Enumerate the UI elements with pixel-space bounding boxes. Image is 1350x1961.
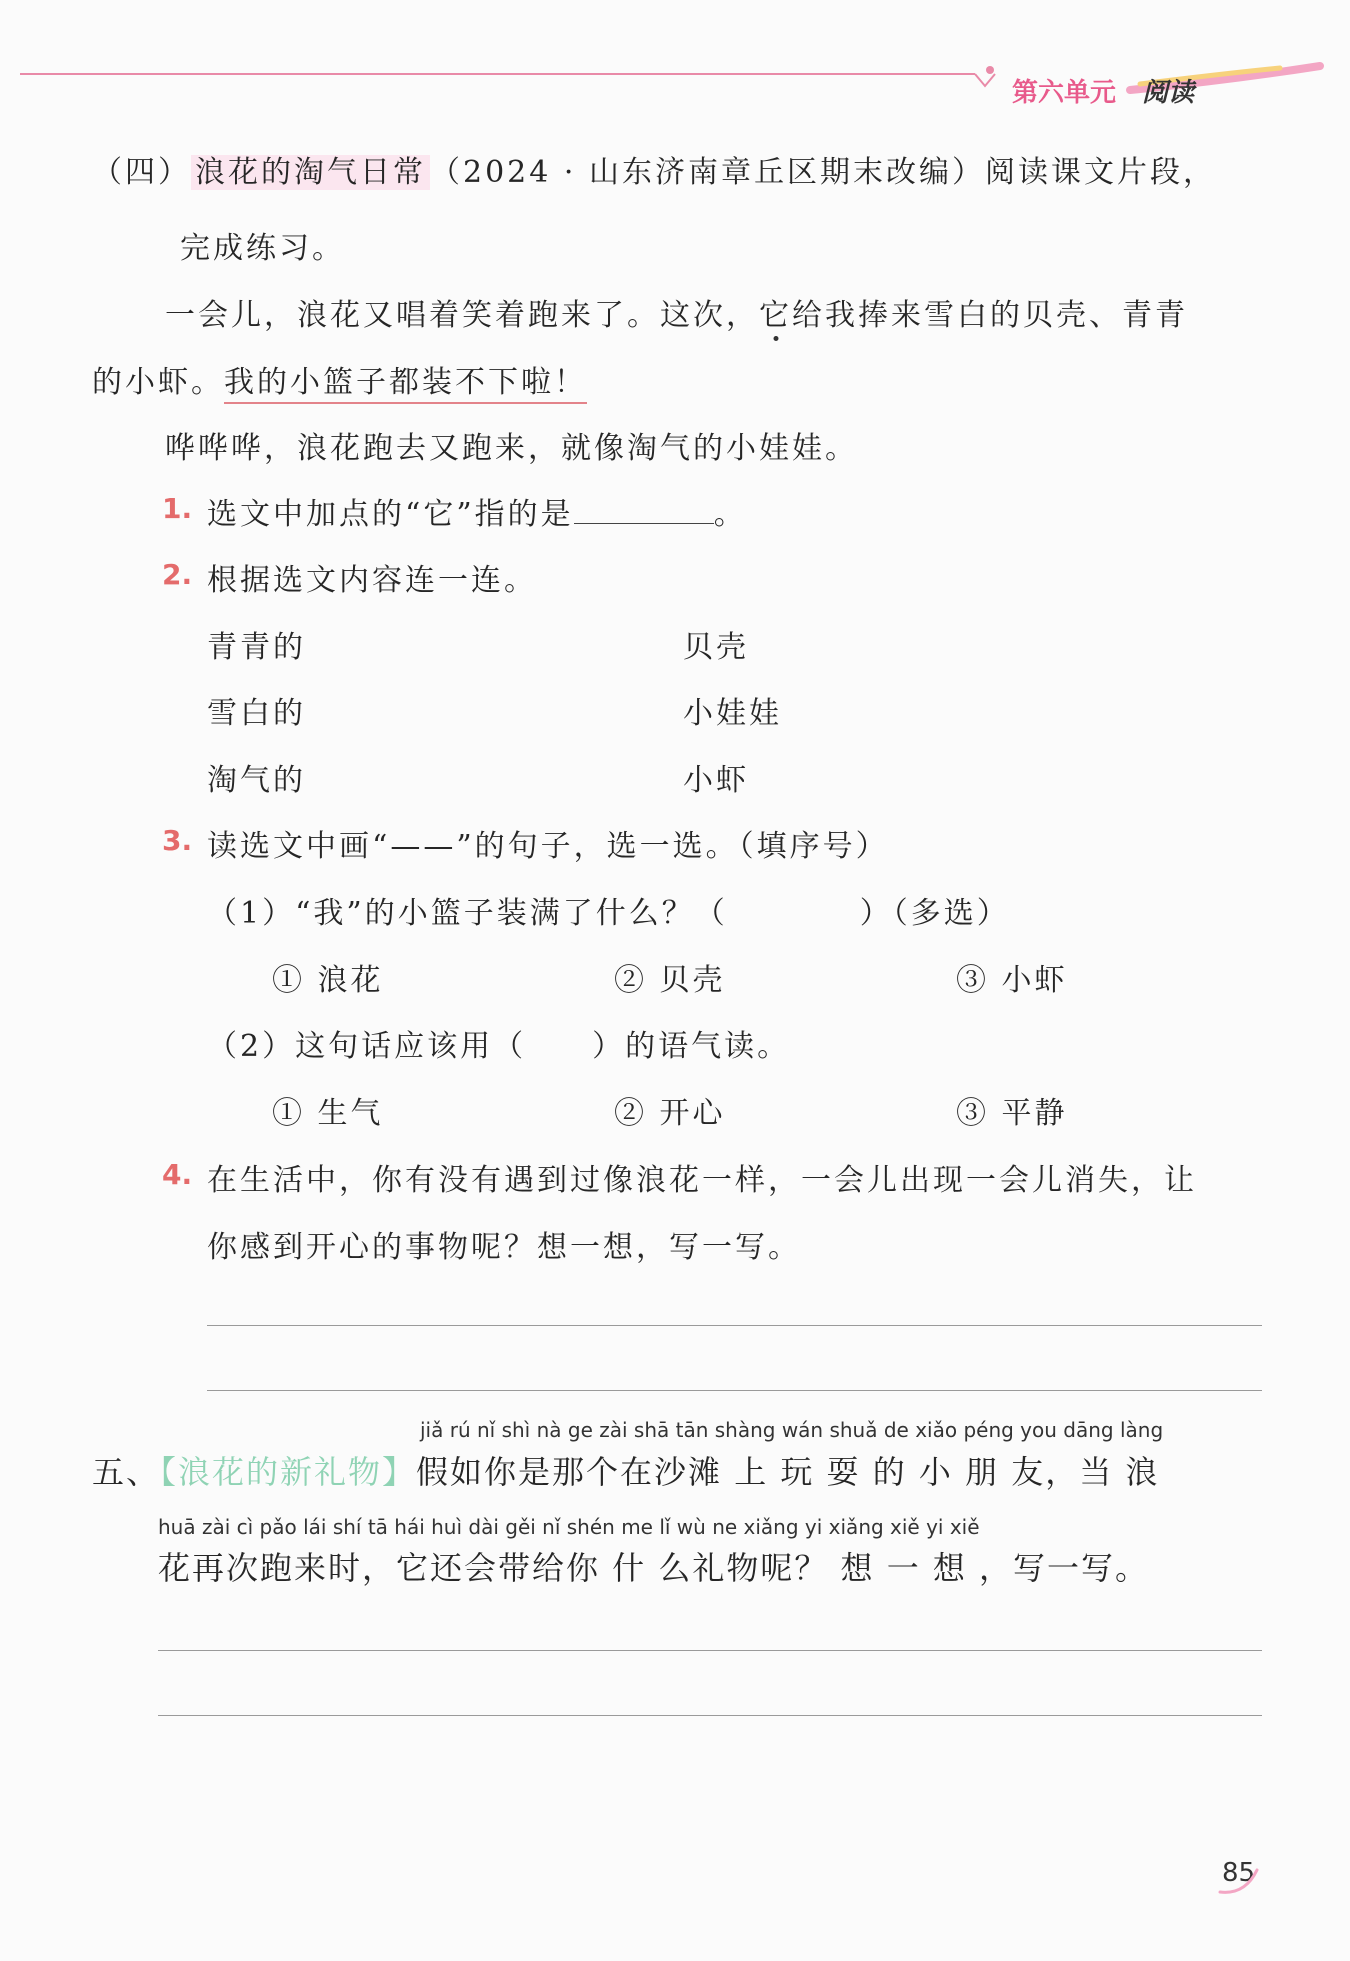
part5-answer-line-1[interactable] — [158, 1650, 1262, 1651]
q4-number: 4. — [162, 1158, 193, 1191]
q1-prompt: 选文中加点的“它”指的是 — [207, 497, 574, 532]
page-number: 85 — [1222, 1858, 1256, 1888]
passage-line-1 — [165, 290, 1188, 334]
q3-sub2-option-3[interactable]: ③ 平静 — [956, 1096, 1068, 1131]
part5-tag: 【浪花的新礼物】 — [160, 1453, 417, 1491]
part5-answer-line-2[interactable] — [158, 1715, 1262, 1716]
q3-sub1-option-1[interactable]: ① 浪花 — [272, 963, 384, 998]
part4-label: （四） — [92, 155, 191, 190]
q3-sub2-option-1[interactable]: ① 生气 — [272, 1096, 384, 1131]
q2-number: 2. — [162, 558, 193, 591]
passage-text: 一会儿，浪花又唱着笑着跑来了。这次， — [165, 298, 759, 333]
part5-pinyin-1: jiǎ rú nǐ shì nà ge zài shā tān shàng wán shuǎ de xiǎo péng you dāng làng — [420, 1418, 1164, 1442]
dotted-character: 它 — [759, 298, 792, 333]
q3-number: 3. — [162, 824, 193, 857]
part5-text-1: 假如你是那个在沙滩 上 玩 耍 的 小 朋 友，当 浪 — [416, 1453, 1160, 1491]
q3-sub2-option-2[interactable]: ② 开心 — [614, 1096, 726, 1131]
q1-answer-blank[interactable] — [574, 497, 714, 524]
q3-sub1-option-3[interactable]: ③ 小虾 — [956, 963, 1068, 998]
match-left-3[interactable]: 淘气的 — [207, 763, 306, 798]
underlined-sentence: 我的小篮子都装不下啦！ — [224, 365, 587, 404]
q2-text: 根据选文内容连一连。 — [207, 563, 537, 598]
q4-line-2: 你感到开心的事物呢？想一想，写一写。 — [207, 1230, 801, 1265]
passage-text: 给我捧来雪白的贝壳、青青 — [792, 298, 1188, 333]
q1-period: 。 — [713, 497, 747, 532]
match-right-3[interactable]: 小虾 — [683, 763, 749, 798]
unit-title: 第六单元 — [1012, 78, 1117, 108]
match-left-1[interactable]: 青青的 — [207, 630, 306, 665]
section-title: 阅读 — [1142, 78, 1195, 108]
q3-sub1-text: （1）“我”的小篮子装满了什么？（ ）（多选） — [207, 896, 1010, 931]
match-left-2[interactable]: 雪白的 — [207, 696, 306, 731]
part4-source: （2024 · 山东济南章丘区期末改编）阅读课文片段， — [430, 155, 1216, 190]
q3-sub2-text: （2）这句话应该用（ ）的语气读。 — [207, 1029, 791, 1064]
part5-line-1 — [92, 1447, 1159, 1493]
passage-line-2 — [92, 357, 587, 401]
q4-answer-line-1[interactable] — [207, 1325, 1262, 1326]
part5-label: 五、 — [92, 1453, 161, 1491]
match-right-1[interactable]: 贝壳 — [683, 630, 749, 665]
q4-line-1: 在生活中，你有没有遇到过像浪花一样，一会儿出现一会儿消失，让 — [207, 1163, 1197, 1198]
part4-title: 浪花的淘气日常 — [191, 155, 430, 190]
q3-sub1-option-2[interactable]: ② 贝壳 — [614, 963, 726, 998]
q1-text — [207, 489, 747, 533]
q4-answer-line-2[interactable] — [207, 1390, 1262, 1391]
passage-line-3: 哗哗哗，浪花跑去又跑来，就像淘气的小娃娃。 — [165, 431, 858, 466]
page-number-swoosh — [1215, 1850, 1265, 1900]
q1-number: 1. — [162, 492, 193, 525]
part4-heading — [92, 147, 1216, 191]
q3-text: 读选文中画“——”的句子，选一选。（填序号） — [207, 829, 889, 864]
passage-text: 的小虾。 — [92, 365, 224, 400]
match-right-2[interactable]: 小娃娃 — [683, 696, 782, 731]
part4-instruction: 完成练习。 — [180, 231, 345, 266]
part5-line-2: 花再次跑来时，它还会带给你 什 么礼物呢？ 想 一 想 ，写一写。 — [158, 1549, 1150, 1587]
part5-pinyin-2: huā zài cì pǎo lái shí tā hái huì dài gěi nǐ shén me lǐ wù ne xiǎng yi xiǎng xiě yi xiě — [158, 1515, 980, 1539]
